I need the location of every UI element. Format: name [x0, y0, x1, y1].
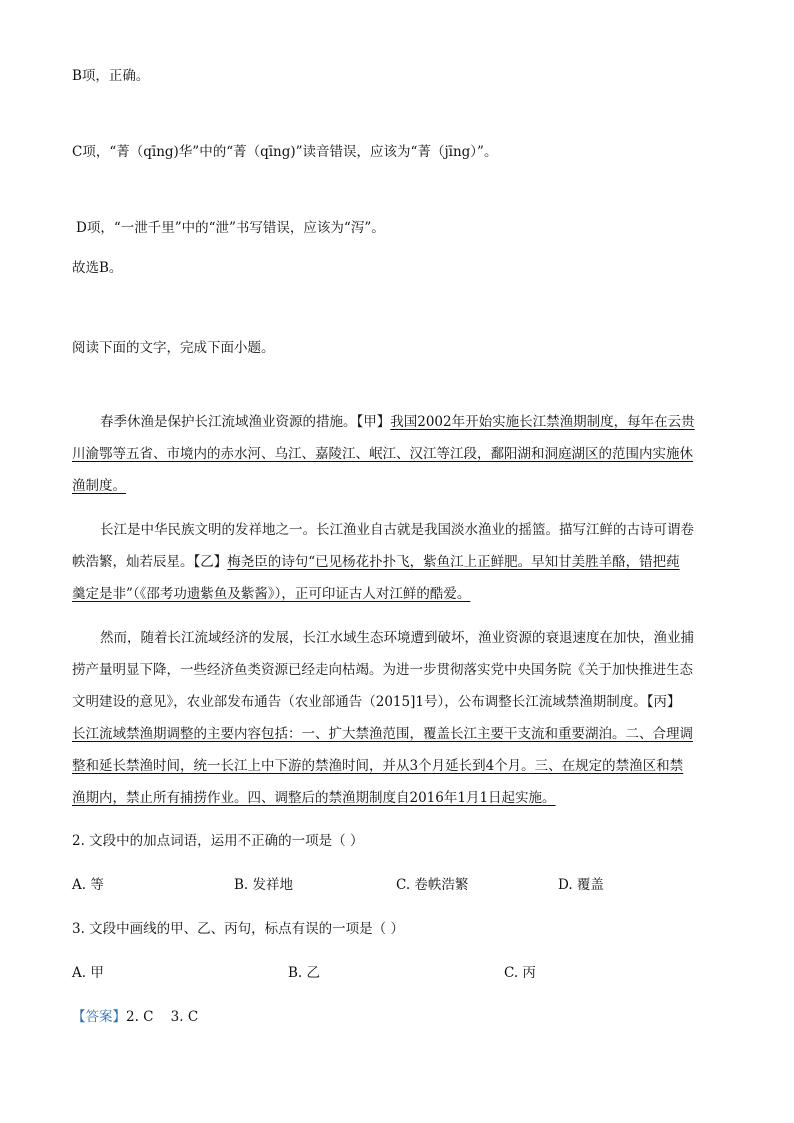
sentence-yi-part1: 梅尧臣的诗句“已见杨花扑扑飞，紫鱼江上正鲜肥。早知甘美胜羊酪，错把莼 — [227, 554, 680, 570]
sentence-jia-part2: 川渝鄂等五省、市境内的赤水河、乌江、嘉陵江、岷江、汉江等江段，鄱阳湖和洞庭湖区的范围内实施休 — [72, 446, 693, 462]
answer-line — [72, 1007, 198, 1027]
p1-intro: 春季休渔是保护长江流域渔业资源的措施。【甲】 — [100, 414, 391, 430]
sentence-jia-part3: 渔制度。 — [72, 478, 126, 494]
question-3-stem: 3. 文段中画线的甲、乙、丙句，标点有误的一项是（ ） — [72, 921, 404, 937]
question-2-option-b: B. 发祥地 — [234, 877, 294, 893]
explanation-d: D项，“一泄千里”中的“泄”书写错误，应该为“泻”。 — [76, 220, 385, 236]
sentence-yi-part2: 羹定是非”（《邵考功遗紫鱼及紫酱》），正可印证古人对江鲜的酷爱。 — [72, 586, 471, 602]
passage-p3-line3: 文明建设的意见》，农业部发布通告（农业部通告（2015]1号），公布调整长江流域禁渔期制度。【丙】 — [72, 694, 681, 710]
sentence-bing-part3: 渔期内，禁止所有捕捞作业。四、调整后的禁渔期制度自2016年1月1日起实施。 — [72, 790, 556, 806]
passage-p3-line1: 然而，随着长江流域经济的发展，长江水域生态环境遭到破坏，渔业资源的衰退速度在加快，渔业捕 — [100, 630, 694, 646]
p2-intro: 帙浩繁，灿若辰星。【乙】 — [72, 554, 228, 570]
sentence-jia-part1: 我国2002年开始实施长江禁渔期制度，每年在云贵 — [390, 414, 695, 430]
answer-text: 2. C 3. C — [126, 1009, 199, 1025]
question-2-option-a: A. 等 — [72, 877, 104, 893]
passage-p2-line2 — [72, 552, 680, 572]
question-3-option-b: B. 乙 — [288, 965, 321, 981]
passage-p1-line1 — [100, 412, 695, 432]
question-3-option-c: C. 丙 — [504, 965, 536, 981]
sentence-bing-part1: 长江流域禁渔期调整的主要内容包括：一、扩大禁渔范围，覆盖长江主要干支流和重要湖泊。二、合理调 — [72, 726, 693, 742]
passage-p3-line2: 捞产量明显下降，一些经济鱼类资源已经走向枯竭。为进一步贯彻落实党中央国务院《关于加快推进生态 — [72, 662, 693, 678]
explanation-conclusion: 故选B。 — [72, 260, 123, 276]
explanation-b: B项，正确。 — [72, 68, 150, 84]
question-2-option-c: C. 卷帙浩繁 — [396, 877, 469, 893]
answer-tag: 【答案】 — [72, 1009, 126, 1025]
passage-p2-line1: 长江是中华民族文明的发祥地之一。长江渔业自古就是我国淡水渔业的摇篮。描写江鲜的古诗可谓卷 — [100, 522, 694, 538]
question-3-option-a: A. 甲 — [72, 965, 104, 981]
question-2-option-d: D. 覆盖 — [558, 877, 604, 893]
question-2-stem: 2. 文段中的加点词语，运用不正确的一项是（ ） — [72, 833, 364, 849]
sentence-bing-part2: 整和延长禁渔时间，统一长江上中下游的禁渔时间，并从3个月延长到4个月。三、在规定的禁渔区和禁 — [72, 758, 684, 774]
reading-instruction: 阅读下面的文字，完成下面小题。 — [72, 340, 275, 356]
explanation-c: C项，“菁（qīng)华”中的“菁（qīng)”读音错误，应该为“菁（jīng）”。 — [72, 144, 498, 160]
